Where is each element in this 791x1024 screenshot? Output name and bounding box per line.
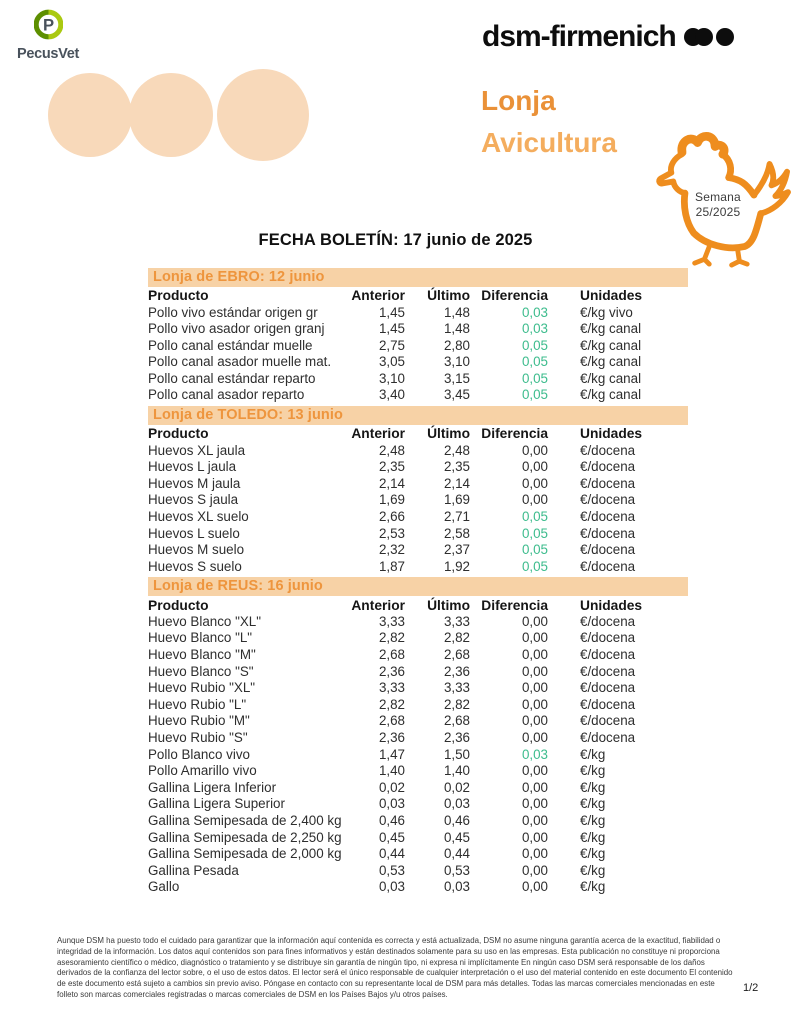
cell-anterior: 1,45 xyxy=(378,304,405,320)
table-row xyxy=(148,763,688,780)
cell-ultimo: 2,82 xyxy=(443,630,470,646)
table-row xyxy=(148,443,688,460)
document-title xyxy=(481,80,617,164)
column-header: Unidades xyxy=(580,426,643,442)
cell-ultimo: 0,46 xyxy=(443,812,470,828)
cell-diferencia: 0,05 xyxy=(521,354,548,370)
cell-diferencia: 0,00 xyxy=(521,846,548,862)
column-header: Último xyxy=(427,288,470,304)
cell-anterior: 2,48 xyxy=(378,442,405,458)
cell-unidades: €/docena xyxy=(580,459,636,475)
cell-anterior: 1,47 xyxy=(378,746,405,762)
cell-anterior: 1,69 xyxy=(378,492,405,508)
cell-producto: Pollo vivo asador origen granj xyxy=(148,321,325,337)
table-row xyxy=(148,614,688,631)
column-header: Unidades xyxy=(580,597,643,613)
cell-unidades: €/kg xyxy=(580,812,606,828)
cell-producto: Huevo Rubio "XL" xyxy=(148,680,256,696)
cell-diferencia: 0,05 xyxy=(521,508,548,524)
decorative-circle xyxy=(217,69,309,161)
section-title-banner: Lonja de REUS: 16 junio xyxy=(148,577,688,596)
column-header: Anterior xyxy=(351,288,405,304)
cell-unidades: €/docena xyxy=(580,613,636,629)
sections-container xyxy=(148,268,688,898)
cell-ultimo: 2,68 xyxy=(443,647,470,662)
cell-anterior: 2,75 xyxy=(378,337,405,353)
cell-producto: Huevos M jaula xyxy=(148,475,241,491)
cell-ultimo: 1,92 xyxy=(443,558,470,574)
legal-disclaimer: Aunque DSM ha puesto todo el cuidado para garantizar que la información aquí contenida es correcta y está actualizada, DSM no asume ninguna garantía acerca de la exactitud, fiabilidad o integridad de la información. Los datos aquí contenidos son para fines informativos y están destinados solamente para su uso en las empresas. Esta publicación no constituye ni proporciona asesoramiento científico o médico, diagnóstico o tratamiento y se distribuye sin garantía de ningún tipo, ni expresa ni implícitamente En ningún caso DSM será responsable de los daños derivados de la confianza del lector sobre, o el uso de estos datos. El lector será el único responsable de cualquier interpretación o el uso del material contenido en este documento El contenido de este documento está sujeto a cambios sin previo aviso. Póngase en contacto con su representante local de DSM para más detalles. Todas las marcas comerciales mencionadas en este folleto son marcas comerciales registradas o marcas comerciales de DSM en los Países Bajos y/u otros países. xyxy=(57,936,733,999)
cell-diferencia: 0,00 xyxy=(521,475,548,491)
cell-producto: Gallo xyxy=(148,879,180,895)
cell-anterior: 1,45 xyxy=(378,321,405,337)
cell-ultimo: 1,69 xyxy=(443,492,470,508)
cell-anterior: 2,82 xyxy=(378,696,405,712)
cell-ultimo: 0,44 xyxy=(443,846,470,862)
cell-diferencia: 0,00 xyxy=(521,492,548,508)
cell-unidades: €/docena xyxy=(580,525,636,541)
cell-producto: Huevos S jaula xyxy=(148,492,239,508)
cell-producto: Gallina Ligera Inferior xyxy=(148,779,277,795)
cell-diferencia: 0,03 xyxy=(521,321,548,337)
table-row xyxy=(148,321,688,338)
cell-diferencia: 0,00 xyxy=(521,459,548,475)
cell-anterior: 0,46 xyxy=(378,812,405,828)
cell-ultimo: 0,53 xyxy=(443,862,470,878)
cell-unidades: €/docena xyxy=(580,542,636,558)
cell-unidades: €/docena xyxy=(580,630,636,646)
cell-producto: Huevos XL jaula xyxy=(148,442,246,458)
cell-anterior: 3,40 xyxy=(378,387,405,403)
cell-ultimo: 3,33 xyxy=(443,613,470,629)
table-row xyxy=(148,647,688,664)
cell-ultimo: 2,37 xyxy=(443,542,470,558)
cell-anterior: 0,03 xyxy=(378,796,405,812)
price-table xyxy=(148,425,688,575)
cell-anterior: 2,36 xyxy=(378,729,405,745)
cell-producto: Huevo Rubio "M" xyxy=(148,713,250,729)
cell-anterior: 1,87 xyxy=(378,558,405,574)
table-header-row xyxy=(148,596,688,614)
cell-ultimo: 2,68 xyxy=(443,713,470,729)
table-row xyxy=(148,680,688,697)
table-row xyxy=(148,371,688,388)
table-header-row xyxy=(148,287,688,305)
cell-unidades: €/docena xyxy=(580,442,636,458)
dsm-firmenich-wordmark: dsm-firmenich xyxy=(482,20,676,53)
cell-diferencia: 0,00 xyxy=(521,696,548,712)
section-title-banner: Lonja de EBRO: 12 junio xyxy=(148,268,688,287)
cell-ultimo: 1,48 xyxy=(443,304,470,320)
cell-diferencia: 0,00 xyxy=(521,442,548,458)
cell-producto: Gallina Pesada xyxy=(148,862,239,878)
column-header: Anterior xyxy=(351,597,405,613)
column-header: Producto xyxy=(148,288,209,304)
cell-anterior: 2,36 xyxy=(378,663,405,679)
cell-producto: Huevo Blanco "M" xyxy=(148,647,256,662)
cell-ultimo: 0,45 xyxy=(443,829,470,845)
cell-ultimo: 2,36 xyxy=(443,663,470,679)
table-row xyxy=(148,664,688,681)
table-row xyxy=(148,526,688,543)
cell-producto: Huevo Rubio "S" xyxy=(148,729,248,745)
cell-anterior: 3,05 xyxy=(378,354,405,370)
cell-unidades: €/docena xyxy=(580,680,636,696)
cell-diferencia: 0,00 xyxy=(521,680,548,696)
column-header: Último xyxy=(427,597,470,613)
cell-diferencia: 0,05 xyxy=(521,558,548,574)
cell-unidades: €/kg canal xyxy=(580,387,642,403)
table-header-row xyxy=(148,425,688,443)
cell-anterior: 2,35 xyxy=(378,459,405,475)
cell-producto: Gallina Semipesada de 2,000 kg xyxy=(148,846,342,862)
cell-diferencia: 0,00 xyxy=(521,796,548,812)
table-row xyxy=(148,459,688,476)
cell-producto: Huevos L jaula xyxy=(148,459,237,475)
cell-diferencia: 0,05 xyxy=(521,370,548,386)
section-title-banner: Lonja de TOLEDO: 13 junio xyxy=(148,406,688,425)
table-row xyxy=(148,813,688,830)
cell-ultimo: 0,03 xyxy=(443,796,470,812)
cell-diferencia: 0,03 xyxy=(521,746,548,762)
week-badge xyxy=(677,190,760,220)
cell-anterior: 0,02 xyxy=(378,779,405,795)
lonja-section xyxy=(148,406,688,575)
cell-unidades: €/kg xyxy=(580,862,606,878)
table-row xyxy=(148,863,688,880)
table-row xyxy=(148,630,688,647)
cell-ultimo: 2,48 xyxy=(443,442,470,458)
cell-anterior: 2,66 xyxy=(378,508,405,524)
cell-producto: Pollo Amarillo vivo xyxy=(148,763,257,779)
cell-diferencia: 0,05 xyxy=(521,337,548,353)
lonja-section xyxy=(148,577,688,896)
table-row xyxy=(148,830,688,847)
cell-producto: Pollo vivo estándar origen gr xyxy=(148,304,318,320)
cell-ultimo: 3,15 xyxy=(443,370,470,386)
cell-unidades: €/docena xyxy=(580,729,636,745)
decorative-circle xyxy=(48,73,132,157)
cell-ultimo: 2,14 xyxy=(443,475,470,491)
pecusvet-wordmark: PecusVet xyxy=(16,46,80,62)
cell-diferencia: 0,03 xyxy=(521,304,548,320)
column-header: Diferencia xyxy=(481,597,548,613)
cell-anterior: 2,32 xyxy=(378,542,405,558)
week-label: Semana xyxy=(695,190,741,205)
cell-producto: Huevos M suelo xyxy=(148,542,245,558)
cell-diferencia: 0,00 xyxy=(521,663,548,679)
table-row xyxy=(148,476,688,493)
cell-producto: Huevos XL suelo xyxy=(148,508,249,524)
cell-anterior: 2,68 xyxy=(378,713,405,729)
cell-diferencia: 0,00 xyxy=(521,613,548,629)
cell-unidades: €/kg xyxy=(580,779,606,795)
cell-diferencia: 0,00 xyxy=(521,630,548,646)
cell-ultimo: 0,03 xyxy=(443,879,470,895)
cell-diferencia: 0,00 xyxy=(521,812,548,828)
dsm-firmenich-logo xyxy=(482,20,734,54)
cell-ultimo: 2,80 xyxy=(443,337,470,353)
cell-ultimo: 2,36 xyxy=(443,729,470,745)
table-row xyxy=(148,509,688,526)
cell-ultimo: 1,50 xyxy=(443,746,470,762)
cell-ultimo: 2,71 xyxy=(443,508,470,524)
cell-unidades: €/docena xyxy=(580,558,636,574)
cell-diferencia: 0,00 xyxy=(521,729,548,745)
cell-diferencia: 0,00 xyxy=(521,829,548,845)
cell-producto: Gallina Semipesada de 2,250 kg xyxy=(148,829,342,845)
cell-unidades: €/kg xyxy=(580,829,606,845)
column-header: Diferencia xyxy=(481,426,548,442)
price-table xyxy=(148,287,688,404)
cell-producto: Pollo Blanco vivo xyxy=(148,746,250,762)
cell-anterior: 2,14 xyxy=(378,475,405,491)
cell-producto: Pollo canal asador muelle mat. xyxy=(148,354,332,370)
cell-producto: Huevos L suelo xyxy=(148,525,240,541)
cell-unidades: €/kg canal xyxy=(580,337,642,353)
page-number: 1/2 xyxy=(743,982,759,994)
table-row xyxy=(148,338,688,355)
cell-unidades: €/docena xyxy=(580,696,636,712)
cell-unidades: €/kg xyxy=(580,796,606,812)
table-row xyxy=(148,747,688,764)
bulletin-date-label: FECHA BOLETÍN: xyxy=(258,231,399,249)
cell-unidades: €/kg canal xyxy=(580,370,642,386)
cell-diferencia: 0,00 xyxy=(521,647,548,662)
dsm-dots-icon xyxy=(684,28,734,46)
cell-ultimo: 1,48 xyxy=(443,321,470,337)
cell-anterior: 0,45 xyxy=(378,829,405,845)
table-row xyxy=(148,387,688,404)
cell-producto: Pollo canal estándar reparto xyxy=(148,370,316,386)
cell-anterior: 1,40 xyxy=(378,763,405,779)
table-row xyxy=(148,354,688,371)
cell-unidades: €/kg xyxy=(580,763,606,779)
cell-unidades: €/kg xyxy=(580,746,606,762)
cell-unidades: €/docena xyxy=(580,508,636,524)
column-header: Diferencia xyxy=(481,288,548,304)
column-header: Último xyxy=(427,426,470,442)
cell-producto: Pollo canal estándar muelle xyxy=(148,337,313,353)
cell-ultimo: 2,58 xyxy=(443,525,470,541)
cell-producto: Gallina Semipesada de 2,400 kg xyxy=(148,812,342,828)
cell-diferencia: 0,00 xyxy=(521,713,548,729)
cell-anterior: 0,03 xyxy=(378,879,405,895)
svg-text:P: P xyxy=(42,15,54,35)
cell-anterior: 3,33 xyxy=(378,613,405,629)
cell-unidades: €/kg canal xyxy=(580,321,642,337)
cell-producto: Huevo Blanco "S" xyxy=(148,663,254,679)
cell-producto: Huevos S suelo xyxy=(148,558,242,574)
pecusvet-icon xyxy=(34,9,63,40)
title-line-1: Lonja xyxy=(481,85,556,116)
pecusvet-logo xyxy=(16,9,80,62)
cell-producto: Huevo Blanco "XL" xyxy=(148,613,261,629)
table-row xyxy=(148,542,688,559)
column-header: Producto xyxy=(148,597,209,613)
week-value: 25/2025 xyxy=(695,205,741,220)
column-header: Anterior xyxy=(351,426,405,442)
cell-producto: Gallina Ligera Superior xyxy=(148,796,285,812)
cell-anterior: 0,44 xyxy=(378,846,405,862)
cell-diferencia: 0,05 xyxy=(521,542,548,558)
cell-unidades: €/docena xyxy=(580,647,636,662)
cell-producto: Huevo Blanco "L" xyxy=(148,630,253,646)
cell-ultimo: 1,40 xyxy=(443,763,470,779)
table-row xyxy=(148,559,688,576)
cell-diferencia: 0,00 xyxy=(521,763,548,779)
table-row xyxy=(148,780,688,797)
decorative-circle xyxy=(129,73,213,157)
cell-unidades: €/docena xyxy=(580,663,636,679)
cell-diferencia: 0,00 xyxy=(521,879,548,895)
cell-unidades: €/docena xyxy=(580,475,636,491)
cell-ultimo: 3,33 xyxy=(443,680,470,696)
cell-anterior: 3,33 xyxy=(378,680,405,696)
cell-producto: Pollo canal asador reparto xyxy=(148,387,305,403)
table-row xyxy=(148,796,688,813)
lonja-section xyxy=(148,268,688,404)
cell-diferencia: 0,05 xyxy=(521,387,548,403)
table-row xyxy=(148,730,688,747)
cell-diferencia: 0,00 xyxy=(521,862,548,878)
cell-ultimo: 3,10 xyxy=(443,354,470,370)
cell-anterior: 3,10 xyxy=(378,370,405,386)
cell-diferencia: 0,05 xyxy=(521,525,548,541)
cell-unidades: €/kg xyxy=(580,846,606,862)
cell-producto: Huevo Rubio "L" xyxy=(148,696,247,712)
cell-ultimo: 2,82 xyxy=(443,696,470,712)
column-header: Producto xyxy=(148,426,209,442)
cell-diferencia: 0,00 xyxy=(521,779,548,795)
title-line-2: Avicultura xyxy=(481,127,617,158)
bulletin-date xyxy=(0,231,791,250)
cell-unidades: €/kg xyxy=(580,879,606,895)
cell-ultimo: 0,02 xyxy=(443,779,470,795)
cell-unidades: €/kg canal xyxy=(580,354,642,370)
table-row xyxy=(148,697,688,714)
table-row xyxy=(148,305,688,322)
cell-ultimo: 2,35 xyxy=(443,459,470,475)
table-row xyxy=(148,713,688,730)
cell-anterior: 2,53 xyxy=(378,525,405,541)
cell-anterior: 2,68 xyxy=(378,647,405,662)
cell-anterior: 2,82 xyxy=(378,630,405,646)
cell-unidades: €/docena xyxy=(580,492,636,508)
bulletin-date-value: 17 junio de 2025 xyxy=(403,231,533,249)
cell-unidades: €/kg vivo xyxy=(580,304,633,320)
table-row xyxy=(148,492,688,509)
table-row xyxy=(148,846,688,863)
column-header: Unidades xyxy=(580,288,643,304)
price-table xyxy=(148,596,688,896)
cell-unidades: €/docena xyxy=(580,713,636,729)
table-row xyxy=(148,879,688,896)
cell-ultimo: 3,45 xyxy=(443,387,470,403)
cell-anterior: 0,53 xyxy=(378,862,405,878)
